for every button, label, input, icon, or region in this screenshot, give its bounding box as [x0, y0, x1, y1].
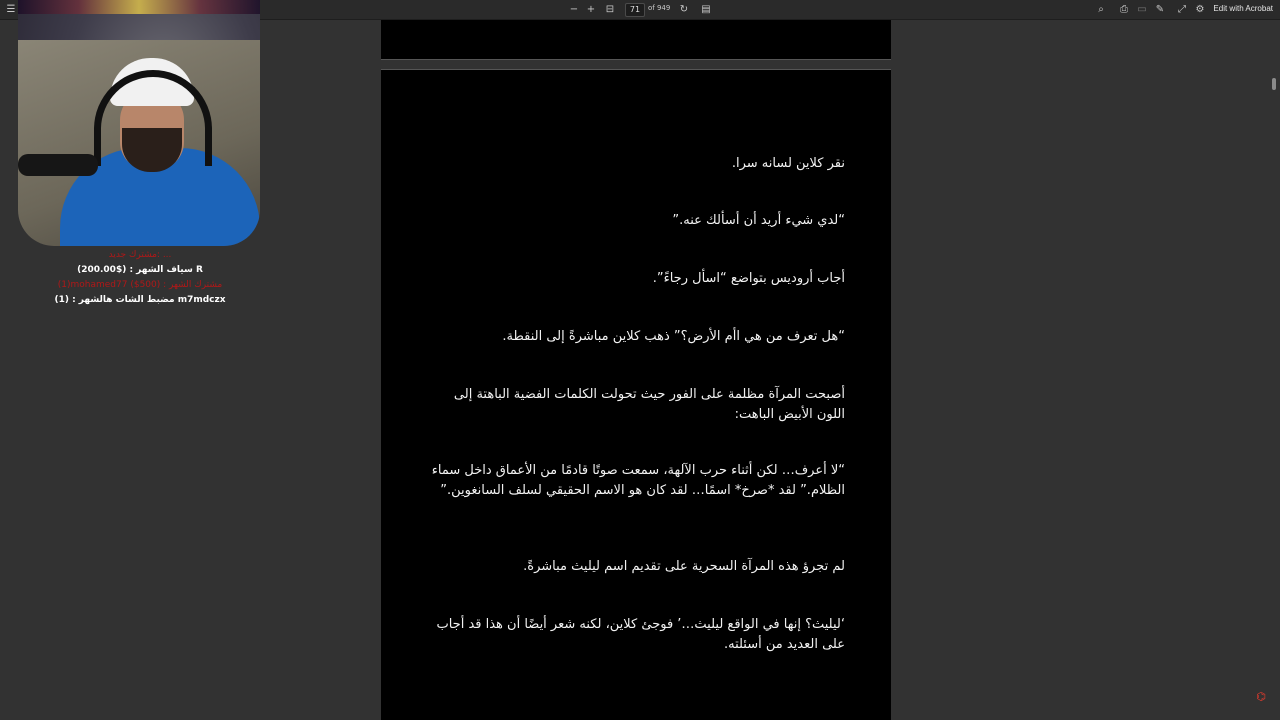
- fit-page-icon[interactable]: ⊟: [605, 4, 615, 15]
- microphone-icon: [18, 154, 98, 176]
- paragraph: ‘ليليث؟ إنها في الواقع ليليث…’ فوجئ كلاين، لكنه شعر أيضًا أن هذا قد أجاب على العديد من أسئلته.: [436, 617, 845, 652]
- webcam-overlay: [18, 0, 260, 246]
- edit-with-acrobat-button[interactable]: Edit with Acrobat: [1213, 4, 1273, 13]
- zoom-in-icon[interactable]: +: [586, 4, 596, 15]
- overlay-line: (1)mohamed77 ($500) : مشترك الشهر: [57, 280, 223, 290]
- page-number-input[interactable]: 71: [625, 3, 645, 17]
- print-icon[interactable]: ⎙: [1120, 4, 1128, 15]
- webcam-decoration: [18, 0, 260, 14]
- settings-icon[interactable]: ⚙: [1195, 4, 1205, 15]
- paragraph: نقر كلاين لسانه سرا.: [731, 156, 845, 171]
- save-icon[interactable]: ▭: [1137, 4, 1147, 15]
- search-icon[interactable]: ⌕: [1098, 4, 1104, 15]
- rotate-icon[interactable]: ↻: [679, 4, 689, 15]
- expand-icon[interactable]: ⤢: [1178, 4, 1186, 15]
- acrobat-icon[interactable]: ⌬: [1256, 690, 1266, 703]
- overlay-line: مشترك جديد: ...: [108, 250, 172, 260]
- overlay-line: مضبط الشات هالشهر : (1) m7mdczx: [54, 295, 226, 305]
- page-total-label: of 949: [648, 4, 671, 12]
- sidebar-toggle-icon[interactable]: ☰: [6, 4, 16, 15]
- paragraph: “لا أعرف… لكن أثناء حرب الآلهة، سمعت صوتًا قادمًا من الأعماق داخل سماء الظلام.” لقد *صرخ* اسمًا… لقد كان هو الاسم الحقيقي لسلف السانغوين.”: [431, 463, 845, 498]
- paragraph: “هل تعرف من هي اأم الأرض؟” ذهب كلاين مباشرةً إلى النقطة.: [502, 329, 845, 344]
- two-page-icon[interactable]: ▤: [701, 4, 711, 15]
- draw-icon[interactable]: ✎: [1155, 4, 1165, 15]
- previous-page: [381, 20, 891, 60]
- paragraph: أجاب أروديس بتواضع “اسأل رجاءً”.: [652, 271, 845, 286]
- paragraph: “لدي شيء أريد أن أسألك عنه.”: [672, 213, 845, 228]
- current-page: [381, 69, 891, 720]
- paragraph: أصبحت المرآة مظلمة على الفور حيث تحولت الكلمات الفضية الباهتة إلى اللون الأبيض الباهت:: [453, 387, 845, 422]
- stream-overlay: [40, 248, 240, 308]
- zoom-out-icon[interactable]: −: [569, 4, 579, 15]
- overlay-line: سياف الشهر : ($200.00) R: [77, 265, 203, 275]
- scrollbar[interactable]: [1271, 22, 1277, 712]
- scroll-thumb[interactable]: [1272, 78, 1276, 90]
- paragraph: لم تجرؤ هذه المرآة السحرية على تقديم اسم ليليث مباشرةً.: [523, 559, 845, 574]
